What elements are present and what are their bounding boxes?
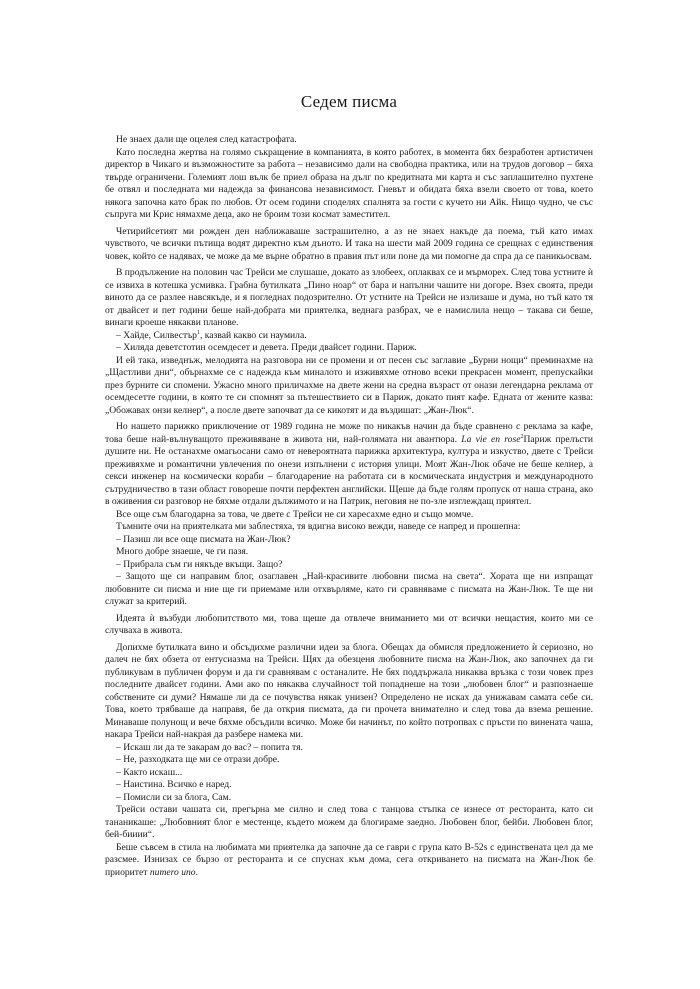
- dialogue-line: – Хайде, Силвестър: [116, 329, 197, 341]
- paragraph: И ей така, изведнъж, мелодията на разговора ни се промени и от песен със заглавие „Бурни нощи“ преминахме на „Щастливи дни“, обърнахме се с надежда към миналото и изживяхме отново всеки прекрасен момент, препускайки през бурните си спомени. Ужасно много приличахме на двете жени на средна възраст от онази легендарна реклама от осемдесетте години, в която те си спомнят за пътешествието си в Париж, докато пият кафе. Едната от жените казва: „Обожавах онзи келнер“, а после двете започват да се кикотят и да въздишат: „Жан-Люк“.: [105, 354, 593, 416]
- footnote-marker: 2: [520, 433, 524, 440]
- paragraph: Четирийсетият ми рожден ден наближаваше застрашително, а аз не знаех накъде да поема, тъй като имах чувството, че всички пътища водят директно към дъното. И така на шести май 2009 година се срещнах с единствения човек, който се надявах, че може да ме върне обратно в правия път или поне да ми помогне да спра да се паникьосвам.: [105, 225, 593, 262]
- paragraph: – Както искаш...: [116, 766, 183, 778]
- paragraph: – Прибрала съм ги някъде вкъщи. Защо?: [116, 558, 283, 570]
- paragraph: [105, 842, 593, 880]
- paragraph: [105, 421, 593, 509]
- paragraph: – Искаш ли да те закарам до вас? – попита тя.: [116, 741, 303, 753]
- paragraph-text: прелъсти душите ни. Не останахме омагьосани само от невероятната парижка архитектура, култура и изкуство, двете с Трейси преживяхме и романтични увлечения по онези изпълнени с история улици. Моят Жан-Люк обаче не беше келнер, а секси инженер на космически кораби – благодарение на работата си в космическата индустрия и международното сътрудничество в тази област говореше почти перфектен английски. Щеше да бъде голям пропуск от наша страна, ако в оживения си разговор не бяхме отдали дължимото и на Патрик, неговия не по-зле изглеждащ приятел.: [105, 433, 593, 507]
- paragraph: – Не, разходката ще ми се отрази добре.: [116, 754, 280, 765]
- document-body: [105, 134, 593, 879]
- paragraph: Не знаех дали ще оцелея след катастрофата.: [116, 134, 297, 145]
- dialogue-line-rest: , казвай какво си наумила.: [199, 329, 307, 341]
- paragraph: Трейси остави чашата си, прегърна ме силно и след това с танцова стъпка се изнесе от ресторанта, като си тананикаше: „Любовният блог е местенце, където можем да блогираме заедно. Любовен блог, бейби. Любовен блог, бей-бииии“.: [105, 804, 593, 840]
- paragraph-text: Но нашето парижко приключение от 1989 година не може по никакъв начин да бъде сравнено с реклама за кафе, това беше най-вълнуващото преживяване в живота ни, най-голямата ни авантюра.: [105, 421, 593, 445]
- paragraph: – Хиляда деветстотин осемдесет и девета. Преди двайсет години. Париж.: [116, 342, 417, 353]
- paragraph: Идеята ѝ възбуди любопитството ми, това щеше да отвлече вниманието ми от всички нещастия, които ми се случваха в живота.: [105, 612, 593, 636]
- punctuation: .: [195, 866, 198, 878]
- emphasis: numero uno: [149, 866, 196, 878]
- paragraph: Тъмните очи на приятелката ми заблестяха, тя вдигна високо вежди, наведе се напред и прошепна:: [116, 521, 521, 532]
- paragraph: – Пазиш ли все още писмата на Жан-Люк?: [116, 533, 291, 545]
- paragraph: – Помисли си за блога, Сам.: [116, 791, 232, 803]
- paragraph: Като последна жертва на голямо съкращение в компанията, в която работех, в момента бях безработен артистичен директор в Чикаго и възможностите за работа – независимо дали на свободна практика, или на трудов договор – бяха твърде ограничени. Големият лош вълк бе приел образа на дълг по кредитната ми карта и със заплашително пухтене бе отвял и последната ми надежда за финансова независимост. Гневът и обидата бяха взели своето от това, което някога започна като брак по любов. От осем години споделях спалнята за гости с кучето ни Айк. Нищо чудно, че със съпруга ми Крис нямахме деца, ако не броим този космат заместител.: [105, 146, 593, 220]
- paragraph: – Защото ще си направим блог, озаглавен „Най-красивите любовни писма на света“. Хората ще ни изпращат любовните си писма и ние ще ги приемаме или отхвърляме, като ги сравняваме с писмата на Жан-Люк. Те ще ни служат за критерий.: [105, 571, 593, 607]
- paragraph-text: Париж: [523, 433, 552, 445]
- footnote-marker: 1: [196, 329, 200, 336]
- document-page: [105, 92, 593, 879]
- paragraph-text: Беше съвсем в стила на любимата ми приятелка да започне да се гаври с група като B-52s с единствената цел да ме разсмее. Изнизах се бързо от ресторанта и се спуснах към дома, сега откриването на писмата на Жан-Люк бе приоритет: [105, 841, 593, 878]
- paragraph: [105, 330, 593, 343]
- song-title: La vie en rose: [461, 433, 521, 445]
- paragraph: Все още съм благодарна за това, че двете с Трейси не си харесахме едно и също момче.: [116, 508, 474, 520]
- paragraph: Много добре знаеше, че ги пазя.: [116, 546, 249, 557]
- paragraph: – Наистина. Всичко е наред.: [116, 779, 232, 790]
- document-title: Седем писма: [300, 92, 398, 111]
- paragraph: Допихме бутилката вино и обсъдихме различни идеи за блога. Обещах да обмисля предложението ѝ сериозно, но далеч не бях обзета от ентусиазма на Трейси. Щях да обезценя любовните писма на Жан-Люк, ако започнех да ги публикувам в публичен форум и да ги сравнявам с останалите. Не бях поддържала никаква връзка с този човек през последните двайсет години. Ами ако по някаква случайност той попаднеше на този „любовен блог“ и разпознаеше собствените си думи? Нямаше ли да се почувства някак унизен? Определено не исках да унижавам самата себе си. Това, което трябваше да направя, бе да открия писмата, да ги прочета внимателно и след това да взема решение. Минаваше полунощ и вече бяхме обсъдили всичко. Може би начинът, по който потропвах с пръсти по винената чаша, накара Трейси най-накрая да разбере намека ми.: [105, 641, 593, 740]
- paragraph: В продължение на половин час Трейси ме слушаше, докато аз злобеех, оплаквах се и мърморех. След това устните ѝ се извиха в котешка усмивка. Грабна бутилката „Пино ноар“ от бара и напълни чашите ни догоре. Взех своята, преди виното да се разлее навсякъде, и я погледнах подозрително. От устните на Трейси не излизаше и дума, но тъй като тя от двайсет и пет години беше най-добрата ми приятелка, веднага разбрах, че е намислила нещо – такава си беше, винаги кроеше някакви планове.: [105, 267, 593, 328]
